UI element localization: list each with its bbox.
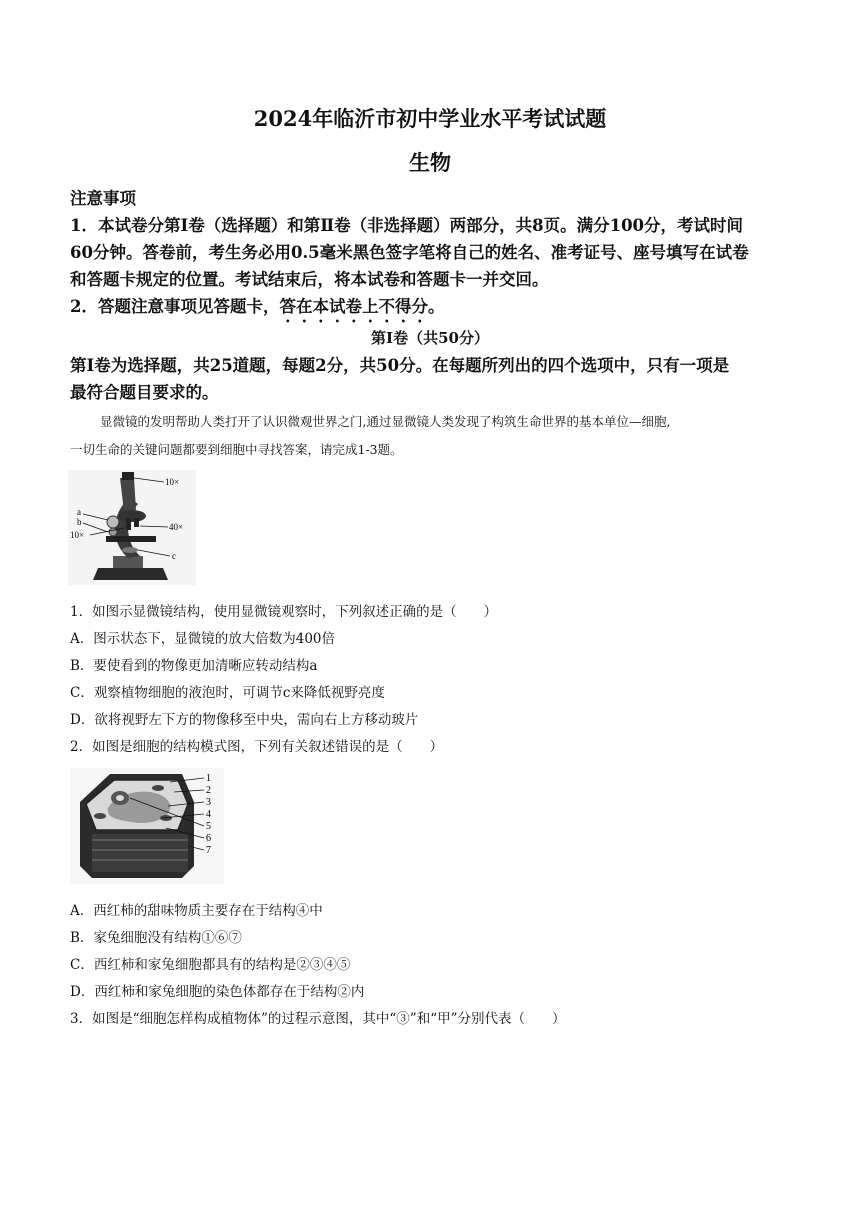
q2-option-b: B．家兔细胞没有结构①⑥⑦ [70, 930, 242, 946]
q3-stem: 3．如图是“细胞怎样构成植物体”的过程示意图，其中“③”和“甲”分别代表（ ） [70, 1011, 566, 1027]
q2-option-c: C．西红柿和家兔细胞都具有的结构是②③④⑤ [70, 957, 351, 973]
cell-label-2: 2 [206, 785, 211, 796]
label-b: b [77, 517, 82, 527]
q1-option-c: C．观察植物细胞的液泡时，可调节c来降低视野亮度 [70, 685, 385, 701]
part1-heading: 第Ⅰ卷（共50分） [371, 329, 489, 347]
notice-item2-emphasis: 答在本试卷上不得分 [279, 297, 428, 316]
cell-label-4: 4 [206, 809, 211, 820]
part1-desc-line2: 最符合题目要求的。 [70, 383, 219, 402]
notice-heading: 注意事项 [70, 189, 136, 208]
cell-label-1: 1 [206, 773, 211, 784]
label-c: c [172, 551, 176, 561]
notice-item2 [70, 293, 444, 326]
exam-title: 2024年临沂市初中学业水平考试试题 [253, 106, 607, 131]
notice-item2-prefix: 2．答题注意事项见答题卡， [70, 297, 280, 316]
q2-option-a: A．西红柿的甜味物质主要存在于结构④中 [70, 903, 323, 919]
cell-figure [70, 768, 224, 884]
cell-label-5: 5 [206, 821, 211, 832]
exam-subject: 生物 [409, 150, 451, 175]
q1-option-b: B．要使看到的物像更加清晰应转动结构a [70, 658, 318, 674]
notice-item1-line2: 60分钟。答卷前，考生务必用0.5毫米黑色签字笔将自己的姓名、准考证号、座号填写在试卷 [70, 243, 749, 262]
intro-line2: 一切生命的关键问题都要到细胞中寻找答案，请完成1-3题。 [70, 442, 403, 457]
q1-option-d: D．欲将视野左下方的物像移至中央，需向右上方移动玻片 [70, 712, 419, 728]
label-a: a [77, 507, 81, 517]
q1-stem: 1．如图示显微镜结构，使用显微镜观察时，下列叙述正确的是（ ） [70, 604, 498, 620]
cell-label-7: 7 [206, 845, 211, 856]
part1-desc-line1: 第Ⅰ卷为选择题，共25道题，每题2分，共50分。在每题所列出的四个选项中，只有一项是 [70, 356, 730, 375]
intro-line1: 显微镜的发明帮助人类打开了认识微观世界之门,通过显微镜人类发现了构筑生命世界的基本单位—细胞, [100, 414, 671, 429]
notice-item1-line3: 和答题卡规定的位置。考试结束后，将本试卷和答题卡一并交回。 [70, 270, 549, 289]
label-objective-40: 40× [169, 522, 184, 532]
cell-label-3: 3 [206, 797, 211, 808]
label-eyepiece: 10× [165, 477, 180, 487]
q2-option-d: D．西红柿和家兔细胞的染色体都存在于结构②内 [70, 984, 365, 1000]
q2-stem: 2．如图是细胞的结构模式图，下列有关叙述错误的是（ ） [70, 739, 444, 755]
label-objective-10: 10× [70, 530, 85, 540]
notice-item1-line1: 1．本试卷分第Ⅰ卷（选择题）和第Ⅱ卷（非选择题）两部分，共8页。满分100分，考试时间 [70, 216, 744, 235]
cell-label-6: 6 [206, 833, 211, 844]
q1-option-a: A．图示状态下，显微镜的放大倍数为400倍 [70, 631, 336, 647]
notice-item2-suffix: 。 [427, 297, 445, 316]
microscope-figure [68, 470, 196, 585]
